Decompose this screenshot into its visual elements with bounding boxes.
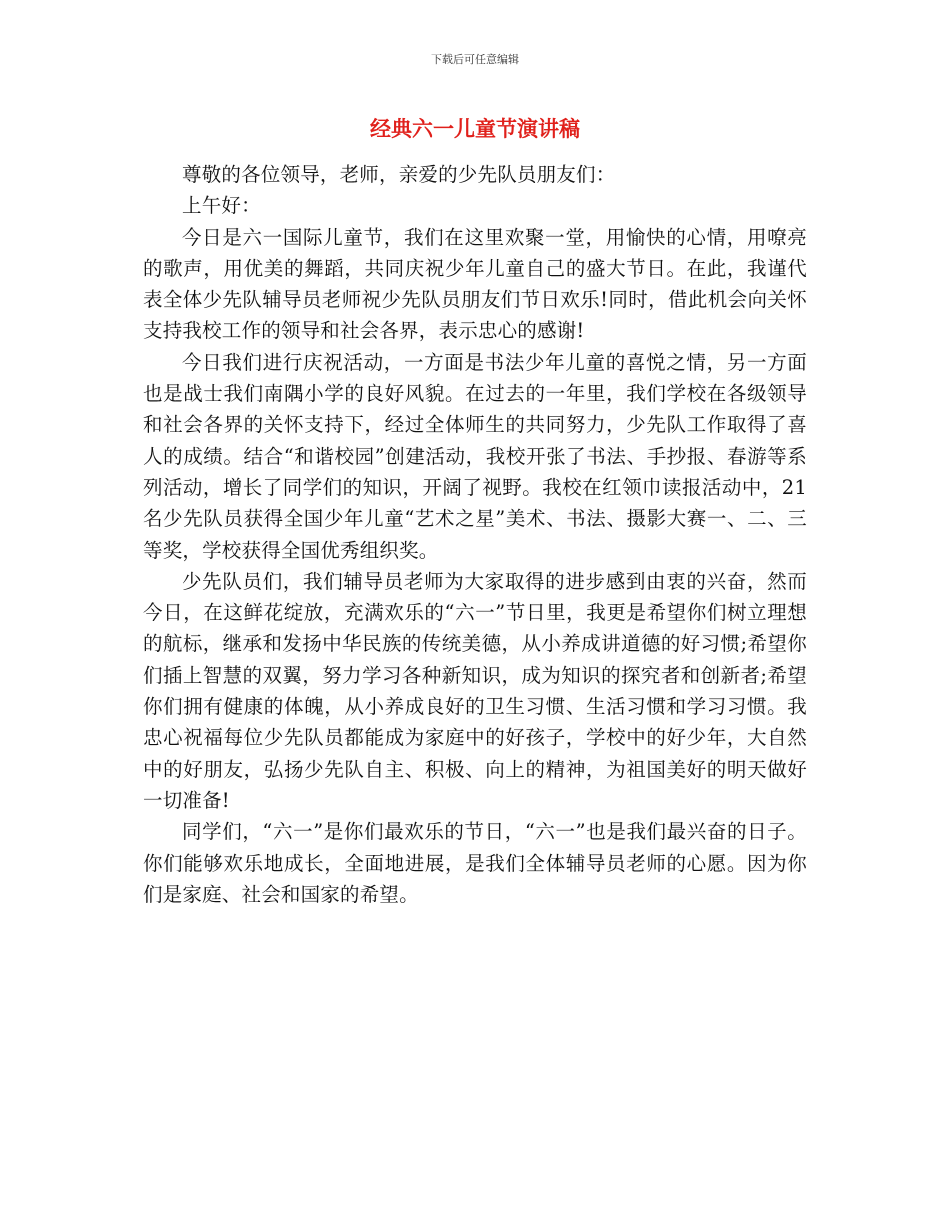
paragraph-salutation: 尊敬的各位领导，老师，亲爱的少先队员朋友们： [182, 163, 616, 186]
paragraph: 今日我们进行庆祝活动，一方面是书法少年儿童的喜悦之情，另一方面也是战士我们南隅小学的良好风貌。在过去的一年里，我们学校在各级领导和社会各界的关怀支持下，经过全体师生的共同努力，少先队工作取得了喜人的成绩。结合“和谐校园”创建活动，我校开张了书法、手抄报、春游等系列活动，增长了同学们的知识，开阔了视野。我校在红领巾读报活动中，21名少先队员获得全国少年儿童“艺术之星”美术、书法、摄影大赛一、二、三等奖，学校获得全国优秀组织奖。 [143, 350, 807, 562]
document-title: 经典六一儿童节演讲稿 [370, 116, 580, 141]
paragraph: 少先队员们，我们辅导员老师为大家取得的进步感到由衷的兴奋，然而今日，在这鲜花绽放，充满欢乐的“六一”节日里，我更是希望你们树立理想的航标，继承和发扬中华民族的传统美德，从小养成讲道德的好习惯;希望你们插上智慧的双翼，努力学习各种新知识，成为知识的探究者和创新者;希望你们拥有健康的体魄，从小养成良好的卫生习惯、生活习惯和学习习惯。我忠心祝福每位少先队员都能成为家庭中的好孩子，学校中的好少年，大自然中的好朋友，弘扬少先队自主、积极、向上的精神，为祖国美好的明天做好一切准备! [143, 569, 807, 812]
paragraph-greeting: 上午好： [182, 194, 261, 218]
page-header-note: 下载后可任意编辑 [431, 53, 519, 66]
paragraph: 同学们，“六一”是你们最欢乐的节日，“六一”也是我们最兴奋的日子。你们能够欢乐地成长，全面地进展，是我们全体辅导员老师的心愿。因为你们是家庭、社会和国家的希望。 [143, 820, 807, 906]
paragraph: 今日是六一国际儿童节，我们在这里欢聚一堂，用愉快的心情，用嘹亮的歌声，用优美的舞蹈，共同庆祝少年儿童自己的盛大节日。在此，我谨代表全体少先队辅导员老师祝少先队员朋友们节日欢乐!同时，借此机会向关怀支持我校工作的领导和社会各界，表示忠心的感谢! [143, 225, 807, 343]
document-body [143, 159, 807, 910]
